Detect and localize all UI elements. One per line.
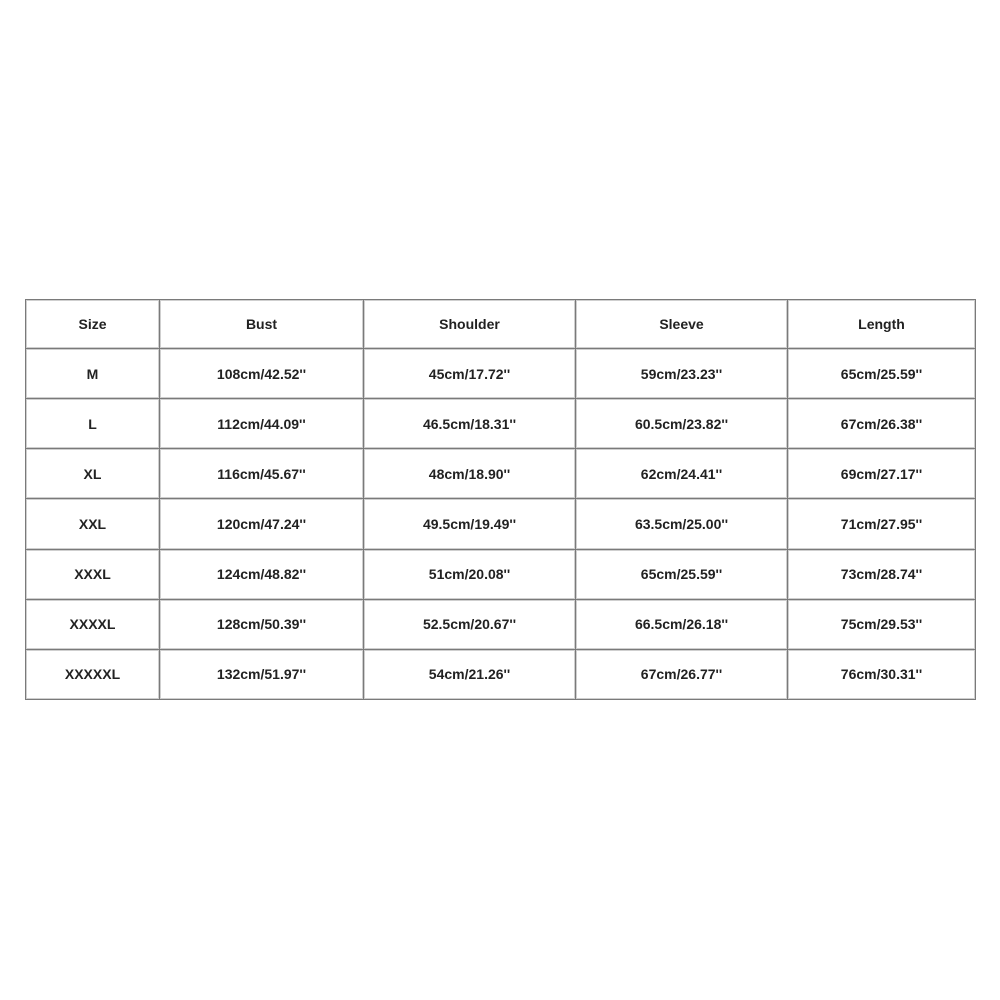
cell-sleeve: 65cm/25.59'' <box>576 550 787 599</box>
cell-bust: 128cm/50.39'' <box>160 600 363 649</box>
cell-bust: 120cm/47.24'' <box>160 499 363 548</box>
header-length: Length <box>788 300 975 348</box>
cell-length: 71cm/27.95'' <box>788 499 975 548</box>
cell-length: 65cm/25.59'' <box>788 349 975 398</box>
table-row <box>26 449 975 498</box>
cell-size: XXL <box>26 499 159 548</box>
cell-size: XL <box>26 449 159 498</box>
table-row <box>26 550 975 599</box>
header-bust: Bust <box>160 300 363 348</box>
cell-sleeve: 62cm/24.41'' <box>576 449 787 498</box>
table-row <box>26 499 975 548</box>
cell-sleeve: 66.5cm/26.18'' <box>576 600 787 649</box>
cell-bust: 108cm/42.52'' <box>160 349 363 398</box>
table-row <box>26 650 975 699</box>
cell-size: XXXXXL <box>26 650 159 699</box>
cell-shoulder: 49.5cm/19.49'' <box>364 499 575 548</box>
cell-sleeve: 59cm/23.23'' <box>576 349 787 398</box>
table-row <box>26 349 975 398</box>
cell-shoulder: 46.5cm/18.31'' <box>364 399 575 448</box>
cell-shoulder: 45cm/17.72'' <box>364 349 575 398</box>
header-sleeve: Sleeve <box>576 300 787 348</box>
cell-length: 73cm/28.74'' <box>788 550 975 599</box>
cell-bust: 124cm/48.82'' <box>160 550 363 599</box>
cell-size: XXXL <box>26 550 159 599</box>
table-row <box>26 399 975 448</box>
header-shoulder: Shoulder <box>364 300 575 348</box>
cell-bust: 112cm/44.09'' <box>160 399 363 448</box>
cell-length: 67cm/26.38'' <box>788 399 975 448</box>
header-size: Size <box>26 300 159 348</box>
cell-bust: 116cm/45.67'' <box>160 449 363 498</box>
cell-shoulder: 48cm/18.90'' <box>364 449 575 498</box>
cell-sleeve: 63.5cm/25.00'' <box>576 499 787 548</box>
cell-bust: 132cm/51.97'' <box>160 650 363 699</box>
table-header-row <box>26 300 975 348</box>
cell-sleeve: 60.5cm/23.82'' <box>576 399 787 448</box>
cell-length: 69cm/27.17'' <box>788 449 975 498</box>
cell-length: 76cm/30.31'' <box>788 650 975 699</box>
table-row <box>26 600 975 649</box>
cell-size: XXXXL <box>26 600 159 649</box>
cell-sleeve: 67cm/26.77'' <box>576 650 787 699</box>
cell-length: 75cm/29.53'' <box>788 600 975 649</box>
cell-size: M <box>26 349 159 398</box>
cell-shoulder: 51cm/20.08'' <box>364 550 575 599</box>
cell-shoulder: 54cm/21.26'' <box>364 650 575 699</box>
size-chart-table <box>25 299 976 700</box>
cell-shoulder: 52.5cm/20.67'' <box>364 600 575 649</box>
cell-size: L <box>26 399 159 448</box>
